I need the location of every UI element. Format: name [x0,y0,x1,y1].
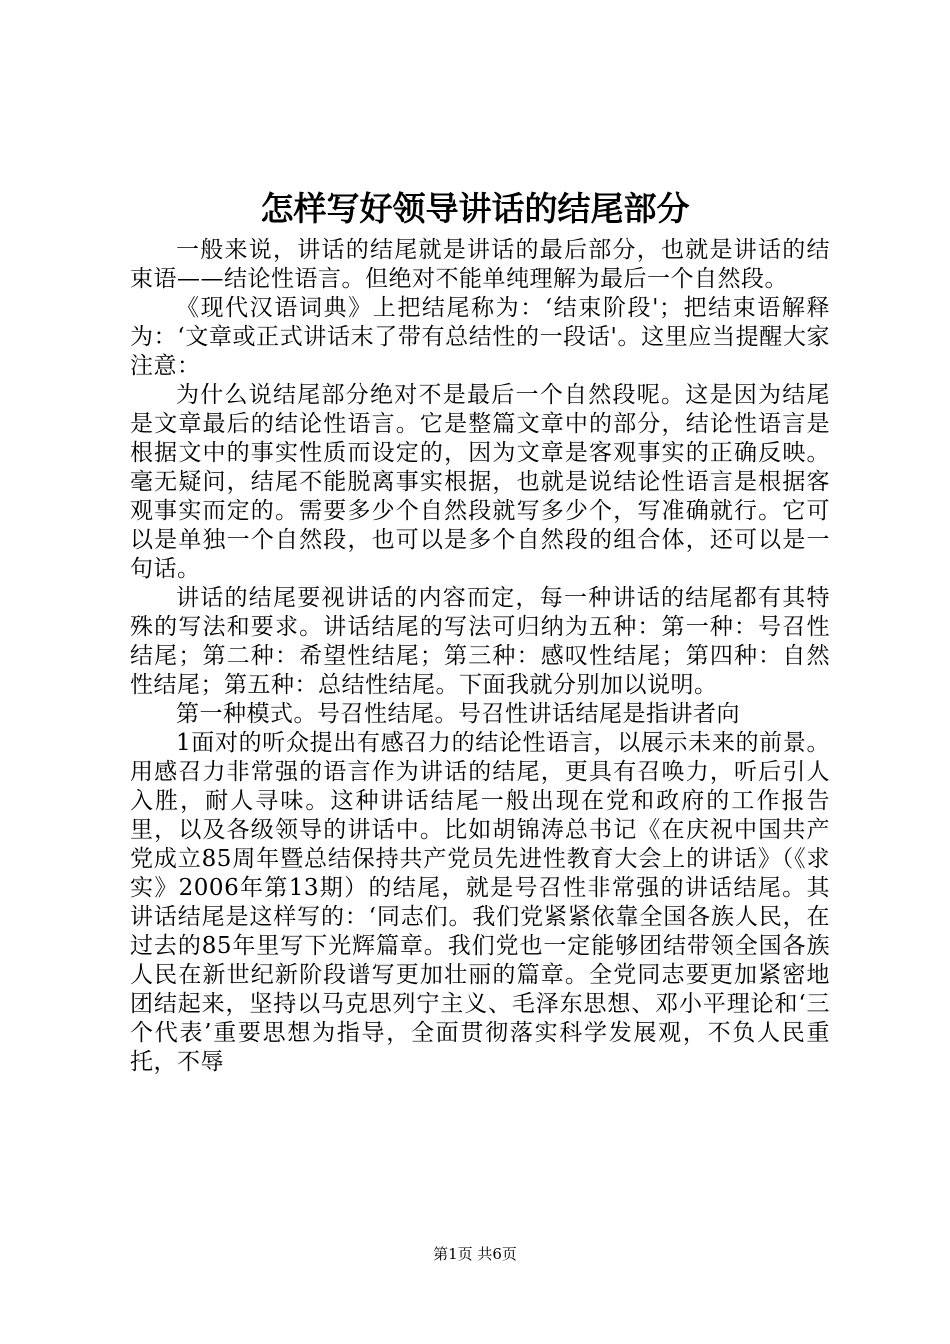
paragraph: 为什么说结尾部分绝对不是最后一个自然段呢。这是因为结尾是文章最后的结论性语言。它是整篇文章中的部分，结论性语言是根据文中的事实性质而设定的，因为文章是客观事实的正确反映。毫无疑问，结尾不能脱离事实根据，也就是说结论性语言是根据客观事实而定的。需要多少个自然段就写多少个，写准确就行。它可以是单独一个自然段，也可以是多个自然段的组合体，还可以是一句话。 [130,382,830,582]
document-title: 怎样写好领导讲话的结尾部分 [260,189,690,228]
paragraph: 一般来说，讲话的结尾就是讲话的最后部分，也就是讲话的结束语——结论性语言。但绝对不能单纯理解为最后一个自然段。 [130,237,830,292]
paragraph: 第一种模式。号召性结尾。号召性讲话结尾是指讲者向 [176,701,740,727]
page-footer: 第1页 共6页 [433,1245,517,1263]
paragraph: 1面对的听众提出有感召力的结论性语言，以展示未来的前景。用感召力非常强的语言作为讲话的结尾，更具有召唤力，听后引人入胜，耐人寻味。这种讲话结尾一般出现在党和政府的工作报告里，以及各级领导的讲话中。比如胡锦涛总书记《在庆祝中国共产党成立85周年暨总结保持共产党员先进性教育大会上的讲话》（《求实》2006年第13期）的结尾，就是号召性非常强的讲话结尾。其讲话结尾是这样写的：‘同志们。我们党紧紧依靠全国各族人民，在过去的85年里写下光辉篇章。我们党也一定能够团结带领全国各族人民在新世纪新阶段谱写更加壮丽的篇章。全党同志要更加紧密地团结起来，坚持以马克思列宁主义、毛泽东思想、邓小平理论和‘三个代表’重要思想为指导，全面贯彻落实科学发展观，不负人民重托，不辱 [130,730,830,1075]
paragraph: 《现代汉语词典》上把结尾称为：‘结束阶段'；把结束语解释为：‘文章或正式讲话末了带有总结性的一段话'。这里应当提醒大家注意： [130,295,830,379]
paragraph: 讲话的结尾要视讲话的内容而定，每一种讲话的结尾都有其特殊的写法和要求。讲话结尾的写法可归纳为五种：第一种：号召性结尾；第二种：希望性结尾；第三种：感叹性结尾；第四种：自然性结尾；第五种：总结性结尾。下面我就分别加以说明。 [130,585,830,698]
document-body [130,236,830,1077]
